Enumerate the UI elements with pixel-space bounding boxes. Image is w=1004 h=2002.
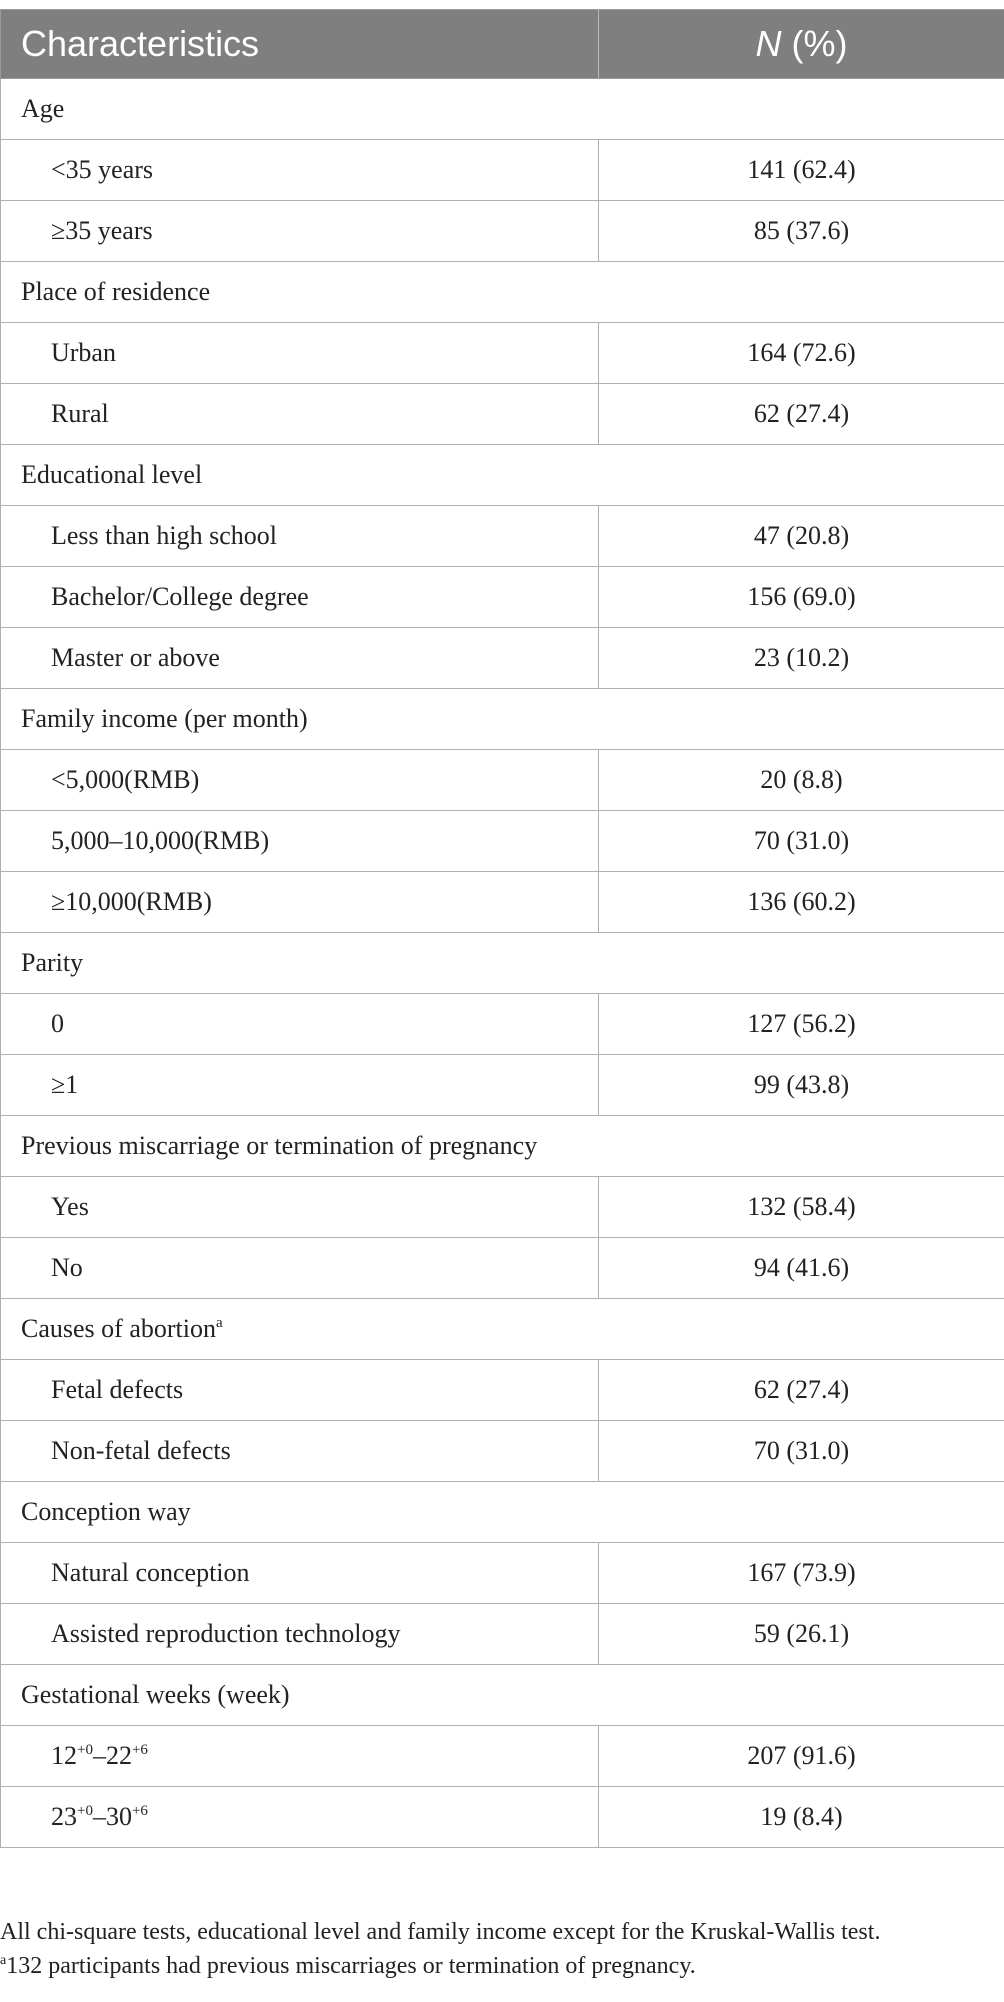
row-value: 19 (8.4) bbox=[599, 1787, 1004, 1848]
table-row bbox=[1, 201, 1004, 262]
row-value: 59 (26.1) bbox=[599, 1604, 1004, 1665]
table-row bbox=[1, 1604, 1004, 1665]
group-label: Gestational weeks (week) bbox=[1, 1665, 1004, 1726]
table-row bbox=[1, 1421, 1004, 1482]
table-row bbox=[1, 1726, 1004, 1787]
row-value: 156 (69.0) bbox=[599, 567, 1004, 628]
row-value: 62 (27.4) bbox=[599, 1360, 1004, 1421]
row-label: <35 years bbox=[1, 140, 599, 201]
table-row bbox=[1, 1543, 1004, 1604]
table-row bbox=[1, 628, 1004, 689]
row-value: 47 (20.8) bbox=[599, 506, 1004, 567]
row-value: 99 (43.8) bbox=[599, 1055, 1004, 1116]
table-row bbox=[1, 811, 1004, 872]
row-value: 23 (10.2) bbox=[599, 628, 1004, 689]
row-label: Bachelor/College degree bbox=[1, 567, 599, 628]
group-label-causes bbox=[1, 1299, 1004, 1360]
footnote-marker: a bbox=[0, 1953, 7, 1968]
row-label: ≥10,000(RMB) bbox=[1, 872, 599, 933]
gest-end-sup: +6 bbox=[131, 1742, 148, 1758]
table-row bbox=[1, 1238, 1004, 1299]
row-label-gest-1 bbox=[1, 1726, 599, 1787]
row-label: Natural conception bbox=[1, 1543, 599, 1604]
row-label: Urban bbox=[1, 323, 599, 384]
group-row-residence bbox=[1, 262, 1004, 323]
group-label: Age bbox=[1, 79, 1004, 140]
header-n-percent bbox=[599, 10, 1004, 79]
table-header-row bbox=[1, 10, 1004, 79]
header-n: N bbox=[755, 23, 782, 64]
row-value: 70 (31.0) bbox=[599, 1421, 1004, 1482]
row-value: 127 (56.2) bbox=[599, 994, 1004, 1055]
table-row bbox=[1, 1787, 1004, 1848]
group-row-gestational-weeks bbox=[1, 1665, 1004, 1726]
row-label: Fetal defects bbox=[1, 1360, 599, 1421]
characteristics-table-container bbox=[0, 9, 1004, 1848]
row-value: 85 (37.6) bbox=[599, 201, 1004, 262]
gest-start: 12 bbox=[51, 1741, 77, 1770]
group-row-education bbox=[1, 445, 1004, 506]
table-row bbox=[1, 1177, 1004, 1238]
row-value: 136 (60.2) bbox=[599, 872, 1004, 933]
row-label: <5,000(RMB) bbox=[1, 750, 599, 811]
row-label: Rural bbox=[1, 384, 599, 445]
group-row-age bbox=[1, 79, 1004, 140]
table-footnotes bbox=[0, 1915, 1000, 1983]
gest-end: –22 bbox=[92, 1741, 132, 1770]
group-label: Educational level bbox=[1, 445, 1004, 506]
row-value: 20 (8.8) bbox=[599, 750, 1004, 811]
table-row bbox=[1, 506, 1004, 567]
table-row bbox=[1, 750, 1004, 811]
row-value: 141 (62.4) bbox=[599, 140, 1004, 201]
group-label: Previous miscarriage or termination of pregnancy bbox=[1, 1116, 1004, 1177]
row-label: 5,000–10,000(RMB) bbox=[1, 811, 599, 872]
table-row bbox=[1, 140, 1004, 201]
gest-end: –30 bbox=[92, 1802, 132, 1831]
group-label: Family income (per month) bbox=[1, 689, 1004, 750]
table-row bbox=[1, 567, 1004, 628]
table-row bbox=[1, 994, 1004, 1055]
table-row bbox=[1, 323, 1004, 384]
group-row-previous-miscarriage bbox=[1, 1116, 1004, 1177]
table-row bbox=[1, 872, 1004, 933]
gest-start-sup: +0 bbox=[77, 1742, 93, 1758]
table-row bbox=[1, 1055, 1004, 1116]
group-row-income bbox=[1, 689, 1004, 750]
row-label-gest-2 bbox=[1, 1787, 599, 1848]
characteristics-table bbox=[0, 9, 1004, 1848]
row-value: 62 (27.4) bbox=[599, 384, 1004, 445]
row-label: No bbox=[1, 1238, 599, 1299]
row-label: Non-fetal defects bbox=[1, 1421, 599, 1482]
group-row-parity bbox=[1, 933, 1004, 994]
footnote-line-2 bbox=[0, 1949, 1000, 1983]
footnote-line-1: All chi-square tests, educational level and family income except for the Kruskal-Wallis test. bbox=[0, 1919, 881, 1945]
header-percent: (%) bbox=[781, 23, 848, 64]
header-characteristics: Characteristics bbox=[1, 10, 599, 79]
row-value: 167 (73.9) bbox=[599, 1543, 1004, 1604]
row-value: 207 (91.6) bbox=[599, 1726, 1004, 1787]
row-label: Less than high school bbox=[1, 506, 599, 567]
footnote-text: 132 participants had previous miscarriages or termination of pregnancy. bbox=[6, 1953, 696, 1979]
row-value: 132 (58.4) bbox=[599, 1177, 1004, 1238]
group-row-causes bbox=[1, 1299, 1004, 1360]
gest-start-sup: +0 bbox=[77, 1803, 93, 1819]
row-label: Yes bbox=[1, 1177, 599, 1238]
row-value: 164 (72.6) bbox=[599, 323, 1004, 384]
row-label: Assisted reproduction technology bbox=[1, 1604, 599, 1665]
group-label: Conception way bbox=[1, 1482, 1004, 1543]
row-label: 0 bbox=[1, 994, 599, 1055]
row-label: ≥1 bbox=[1, 1055, 599, 1116]
group-label: Causes of abortion bbox=[21, 1314, 216, 1343]
group-row-conception bbox=[1, 1482, 1004, 1543]
row-label: ≥35 years bbox=[1, 201, 599, 262]
gest-start: 23 bbox=[51, 1802, 77, 1831]
group-label: Parity bbox=[1, 933, 1004, 994]
gest-end-sup: +6 bbox=[131, 1803, 148, 1819]
group-label: Place of residence bbox=[1, 262, 1004, 323]
footnote-marker: a bbox=[215, 1315, 223, 1331]
table-row bbox=[1, 1360, 1004, 1421]
row-value: 70 (31.0) bbox=[599, 811, 1004, 872]
row-label: Master or above bbox=[1, 628, 599, 689]
row-value: 94 (41.6) bbox=[599, 1238, 1004, 1299]
table-row bbox=[1, 384, 1004, 445]
